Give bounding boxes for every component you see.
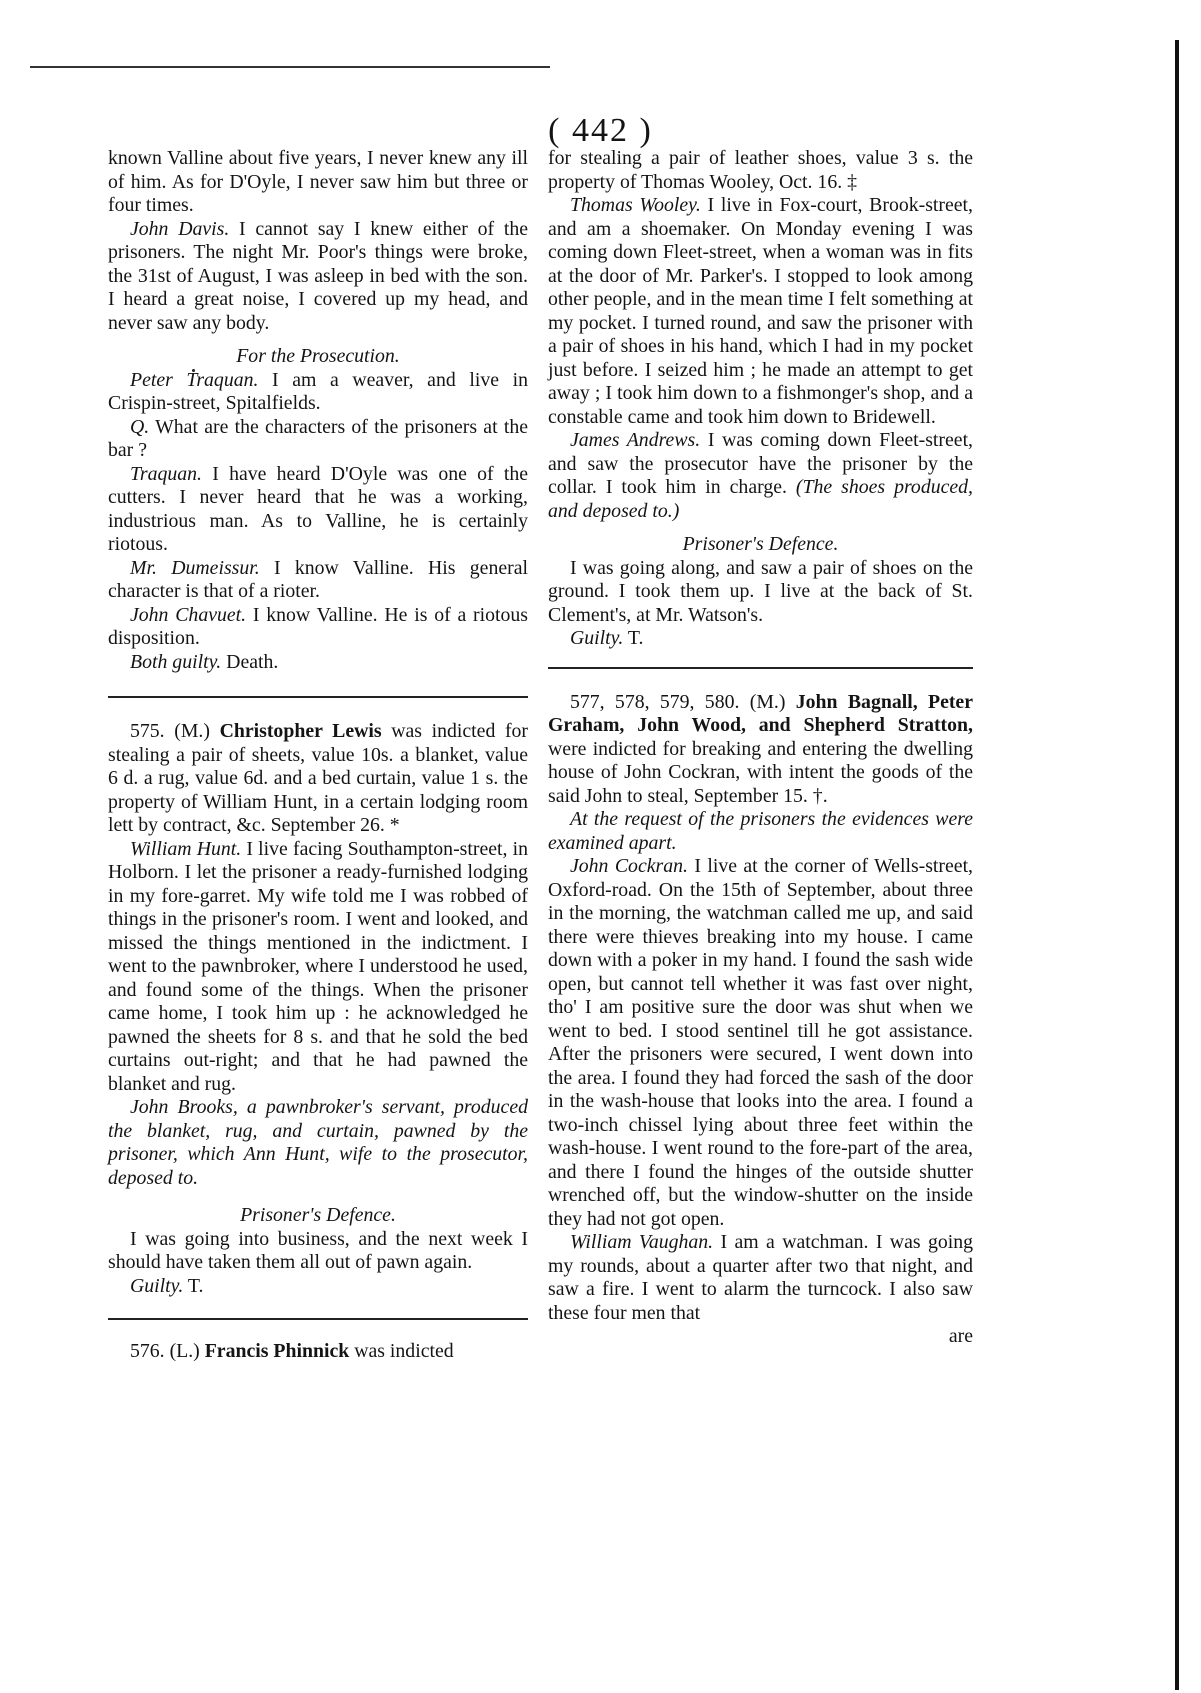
case-577-charge: were indicted for breaking and entering the dwelling house of John Cockran, with intent the goods of the said John to steal, September 15. †. bbox=[548, 737, 973, 807]
paragraph bbox=[548, 1231, 973, 1325]
paragraph bbox=[548, 855, 973, 1231]
case-577-heading bbox=[548, 691, 973, 809]
case-575-charge: was indicted for stealing a pair of sheets, value 10s. a blanket, value 6 d. a rug, value 6d. and a bed curtain, value 1 s. the property of William Hunt, in a certain lodging room lett by contract, &c. September 26. * bbox=[108, 720, 529, 836]
case-576-charge: was indicted bbox=[349, 1340, 454, 1362]
paragraph bbox=[108, 416, 528, 463]
paragraph bbox=[108, 369, 528, 416]
binding-edge bbox=[1175, 40, 1179, 1690]
right-defence: I was going along, and saw a pair of shoes on the ground. I took them up. I live at the back of St. Clement's, at Mr. Watson's. bbox=[548, 556, 973, 626]
left-column bbox=[108, 147, 528, 1364]
case-576-heading bbox=[108, 1340, 528, 1364]
paragraph bbox=[548, 147, 973, 194]
paragraph-text: I live in Fox-court, Brook-street, and am a shoemaker. On Monday evening I was coming down Fleet-street, when a woman was in fits at the door of Mr. Parker's. I stopped to look among other people, and in the mean time I felt something at my pocket. I turned round, and saw the prisoner with a pair of shoes in his hand, which I had in my pocket just before. I seized him ; he made an attempt to get away ; I took him down to a fishmonger's shop, and a constable came and took him down to Bridewell. bbox=[548, 194, 973, 428]
prosecution-heading: For the Prosecution. bbox=[236, 345, 400, 367]
paragraph-text: What are the characters of the prisoners at the bar ? bbox=[108, 415, 528, 461]
paragraph bbox=[108, 838, 528, 1097]
verdict-sentence: T. bbox=[183, 1274, 204, 1297]
speaker-name: Thomas Wooley. bbox=[570, 194, 701, 216]
right-verdict bbox=[548, 627, 973, 651]
case-576-number: 576. (L.) bbox=[130, 1340, 205, 1362]
paragraph bbox=[548, 429, 973, 523]
paragraph-text: I have heard D'Oyle was one of the cutters. I never heard that he was a working, industrious man. As to Valline, he is certainly riotous. bbox=[108, 462, 528, 555]
right-defence-heading: Prisoner's Defence. bbox=[682, 533, 839, 555]
prosecution-testimonies bbox=[108, 369, 528, 651]
verdict-label: Both guilty. bbox=[130, 650, 222, 673]
speaker-name: William Hunt. bbox=[130, 837, 242, 860]
paragraph-text: I live facing Southampton-street, in Holborn. I let the prisoner a ready-furnished lodging in my fore-garret. My wife told me I was robbed of things in the prisoner's room. I went and looked, and missed the things mentioned in the indictment. I went to the pawnbroker, where I understood he used, and found some of the things. When the prisoner came home, I took him up : he acknowledged he pawned the sheets for 8 s. and that he sold the bed curtains out-right; and that he had pawned the blanket and rug. bbox=[108, 837, 529, 1095]
right-top-paragraphs bbox=[548, 147, 973, 523]
page-number: ( 442 ) bbox=[548, 112, 653, 149]
paragraph bbox=[108, 147, 528, 218]
verdict-sentence: Death. bbox=[221, 650, 279, 673]
italic-note: (The shoes produced, and deposed to.) bbox=[548, 476, 974, 522]
verdict-death bbox=[108, 651, 528, 675]
paragraph-text: I know Valline. His general character is that of a rioter. bbox=[108, 556, 528, 602]
top-rule bbox=[30, 66, 550, 68]
speaker-name: Q. bbox=[130, 415, 150, 438]
case-577-note: At the request of the prisoners the evidences were examined apart. bbox=[548, 808, 973, 854]
case-575-verdict bbox=[108, 1275, 528, 1299]
paragraph bbox=[108, 218, 528, 336]
paragraph bbox=[108, 557, 528, 604]
paragraph-text: for stealing a pair of leather shoes, value 3 s. the property of Thomas Wooley, Oct. 16. ‡ bbox=[548, 147, 973, 193]
paragraph bbox=[548, 194, 973, 429]
paragraph bbox=[108, 604, 528, 651]
paragraph-text: I know Valline. He is of a riotous disposition. bbox=[108, 603, 528, 649]
paragraph-text: known Valline about five years, I never knew any ill of him. As for D'Oyle, I never saw him but three or four times. bbox=[108, 147, 528, 216]
speaker-name: John Chavuet. bbox=[130, 603, 247, 626]
verdict-label: Guilty. bbox=[130, 1274, 184, 1297]
case-576-name: Francis Phinnick bbox=[204, 1340, 350, 1362]
case-575-defence-heading: Prisoner's Defence. bbox=[240, 1204, 396, 1226]
speaker-name: John Davis. bbox=[130, 217, 230, 240]
case-577-testimony bbox=[548, 855, 973, 1325]
speaker-name: James Andrews. bbox=[570, 429, 701, 451]
speaker-name: Traquan. bbox=[130, 462, 203, 485]
catchword: are bbox=[948, 1325, 973, 1347]
paragraph-text: I was coming down Fleet-street, and saw the prosecutor have the prisoner by the collar. I took him in charge. bbox=[548, 429, 974, 498]
case-577-number: 577, 578, 579, 580. (M.) bbox=[570, 690, 796, 713]
case-575-testimony bbox=[108, 838, 528, 1097]
speaker-name: Peter Traquan. bbox=[130, 368, 259, 391]
paragraph-text: I am a weaver, and live in Crispin-street, Spitalfields. bbox=[108, 368, 528, 414]
verdict-sentence: T. bbox=[623, 627, 644, 649]
case-575-name: Christopher Lewis bbox=[219, 720, 382, 742]
paragraph-text: I live at the corner of Wells-street, Oxford-road. On the 15th of September, about three in the morning, the watchman called me up, and said there were thieves breaking into my house. I came down with a poker in my hand. I found the sash wide open, but cannot tell whether it was fast over night, tho' I am positive sure the door was shut when we went to bed. I stood sentinel till he got assistance. After the prisoners were secured, I went down into the area. I found they had forced the sash of the door in the wash-house that looks into the area. I found a two-inch chissel lying about three feet within the wash-house. I went round to the fore-part of the area, and there I found the hinges of the outside shutter wrenched off, but the window-shutter on the inside they had not got open. bbox=[548, 855, 974, 1230]
case-575-defence: I was going into business, and the next week I should have taken them all out of pawn again. bbox=[108, 1227, 528, 1273]
paragraph bbox=[108, 463, 528, 557]
case-575-heading bbox=[108, 720, 528, 838]
paragraph-text: I am a watchman. I was going my rounds, about a quarter after two that night, and saw a fire. I went to alarm the turncock. I also saw these four men that bbox=[548, 1231, 974, 1324]
case-577-names: John Bagnall, Peter Graham, John Wood, and Shepherd Stratton, bbox=[548, 690, 973, 736]
case-575-number: 575. (M.) bbox=[130, 720, 220, 742]
speaker-name: William Vaughan. bbox=[570, 1231, 714, 1253]
left-top-paragraphs bbox=[108, 147, 528, 335]
speaker-name: John Cockran. bbox=[570, 855, 688, 877]
right-column bbox=[548, 147, 973, 1349]
case-575-evidence-note: John Brooks, a pawnbroker's servant, produced the blanket, rug, and curtain, pawned by the prisoner, which Ann Hunt, wife to the prosecutor, deposed to. bbox=[108, 1096, 528, 1189]
paragraph-text: I cannot say I knew either of the prisoners. The night Mr. Poor's things were broke, the 31st of August, I was asleep in bed with the son. I heard a great noise, I covered up my head, and never saw any body. bbox=[108, 217, 528, 334]
verdict-label: Guilty. bbox=[570, 627, 624, 649]
speaker-name: Mr. Dumeissur. bbox=[130, 556, 260, 579]
